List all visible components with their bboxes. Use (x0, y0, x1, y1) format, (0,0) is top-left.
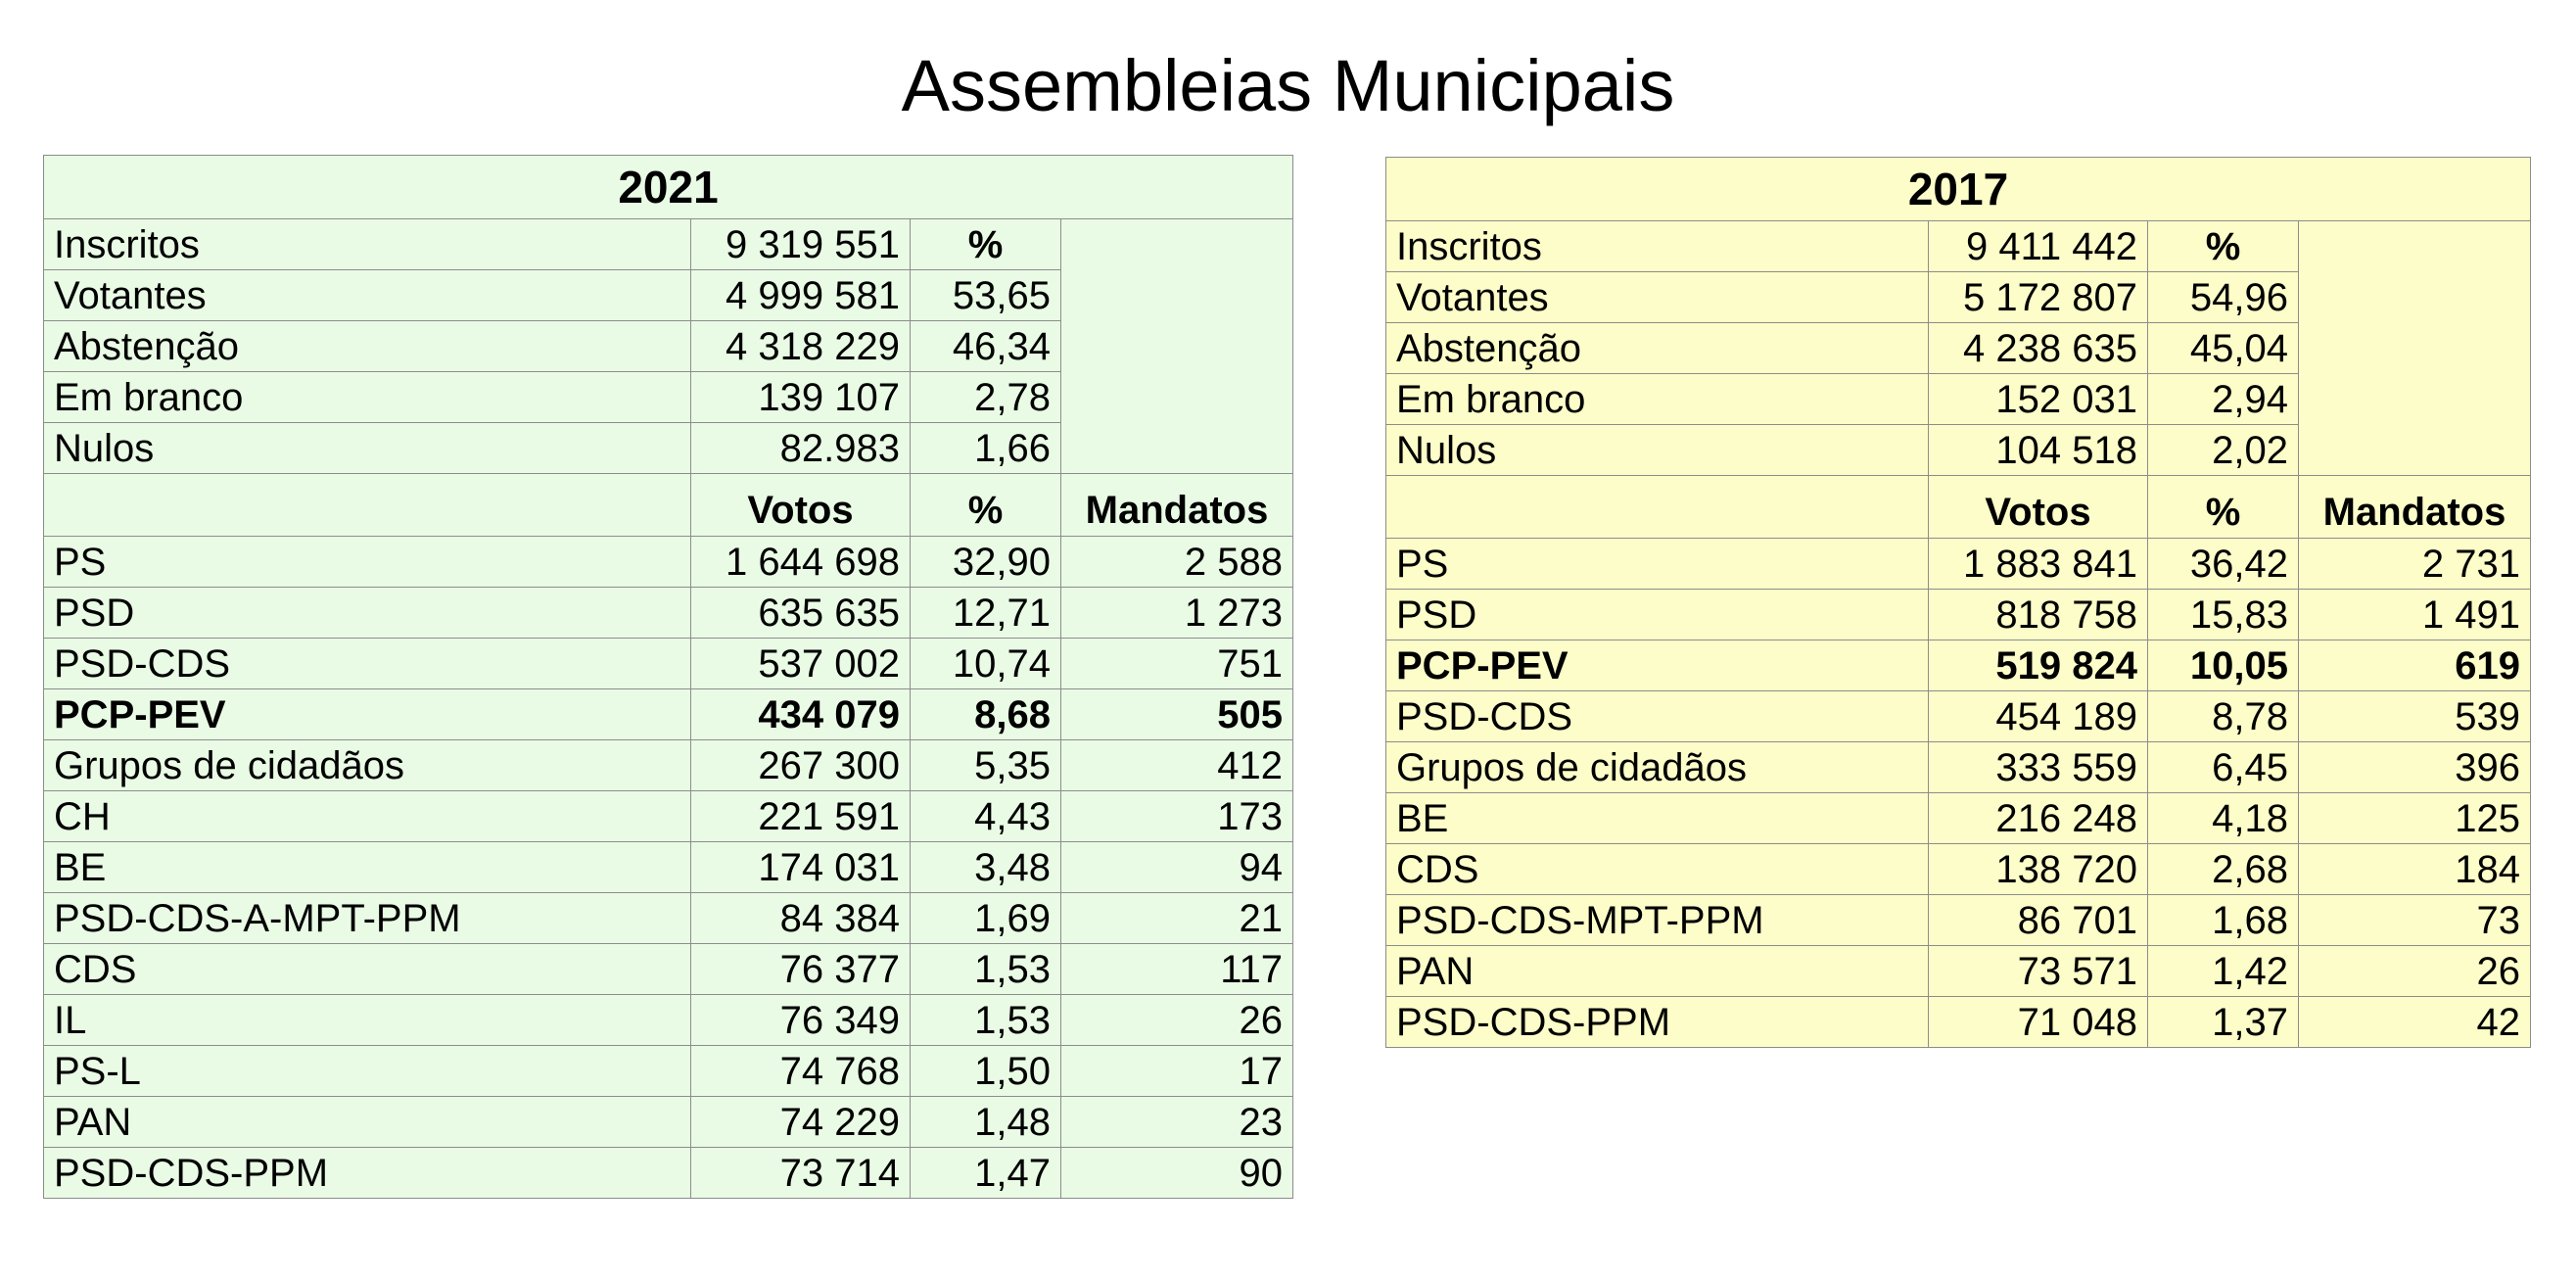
seats-header: Mandatos (1061, 474, 1293, 537)
party-votes: 86 701 (1929, 895, 2148, 946)
party-pct: 1,37 (2148, 997, 2299, 1048)
summary-label: Votantes (1386, 272, 1929, 323)
party-row (44, 995, 1293, 1046)
party-pct: 10,74 (911, 639, 1061, 689)
summary-pct: 2,94 (2148, 374, 2299, 425)
party-row (44, 1097, 1293, 1148)
party-name: PSD-CDS-A-MPT-PPM (44, 893, 691, 944)
party-pct: 4,43 (911, 791, 1061, 842)
party-votes: 1 644 698 (691, 537, 911, 588)
party-pct: 5,35 (911, 740, 1061, 791)
summary-pct: 2,02 (2148, 425, 2299, 476)
party-pct: 6,45 (2148, 742, 2299, 793)
party-row (44, 944, 1293, 995)
summary-pct: 1,66 (911, 423, 1061, 474)
summary-label: Abstenção (1386, 323, 1929, 374)
party-name: CDS (1386, 844, 1929, 895)
summary-value: 4 318 229 (691, 321, 911, 372)
party-seats: 619 (2299, 640, 2531, 691)
party-votes: 76 377 (691, 944, 911, 995)
party-name: PCP-PEV (44, 689, 691, 740)
party-row (44, 639, 1293, 689)
summary-value: 139 107 (691, 372, 911, 423)
summary-pct: 2,78 (911, 372, 1061, 423)
party-pct: 3,48 (911, 842, 1061, 893)
party-pct: 1,69 (911, 893, 1061, 944)
party-name: Grupos de cidadãos (44, 740, 691, 791)
party-votes: 818 758 (1929, 590, 2148, 640)
summary-value: 5 172 807 (1929, 272, 2148, 323)
party-votes: 76 349 (691, 995, 911, 1046)
party-row (1386, 539, 2531, 590)
party-row (1386, 946, 2531, 997)
party-row (1386, 997, 2531, 1048)
party-votes: 434 079 (691, 689, 911, 740)
results-table-2017 (1385, 157, 2531, 1048)
summary-label: Em branco (1386, 374, 1929, 425)
summary-pct: 53,65 (911, 270, 1061, 321)
party-votes: 333 559 (1929, 742, 2148, 793)
party-name: PS (44, 537, 691, 588)
party-votes: 73 571 (1929, 946, 2148, 997)
party-votes: 216 248 (1929, 793, 2148, 844)
party-seats: 505 (1061, 689, 1293, 740)
party-seats: 184 (2299, 844, 2531, 895)
party-name: PSD-CDS (1386, 691, 1929, 742)
summary-pct: 54,96 (2148, 272, 2299, 323)
party-name: PSD-CDS-MPT-PPM (1386, 895, 1929, 946)
party-name: IL (44, 995, 691, 1046)
party-seats: 751 (1061, 639, 1293, 689)
summary-label: Votantes (44, 270, 691, 321)
party-name: PSD (1386, 590, 1929, 640)
summary-value: 4 238 635 (1929, 323, 2148, 374)
party-seats: 26 (1061, 995, 1293, 1046)
party-row (1386, 691, 2531, 742)
party-pct: 15,83 (2148, 590, 2299, 640)
party-pct: 2,68 (2148, 844, 2299, 895)
party-row (44, 537, 1293, 588)
summary-label: Em branco (44, 372, 691, 423)
empty-cell (2299, 221, 2531, 476)
party-votes: 74 768 (691, 1046, 911, 1097)
party-row (44, 588, 1293, 639)
party-seats: 90 (1061, 1148, 1293, 1199)
party-seats: 2 731 (2299, 539, 2531, 590)
party-votes: 519 824 (1929, 640, 2148, 691)
summary-pct: 45,04 (2148, 323, 2299, 374)
empty-cell (1061, 219, 1293, 474)
party-pct: 1,47 (911, 1148, 1061, 1199)
party-header-empty (44, 474, 691, 537)
party-votes: 635 635 (691, 588, 911, 639)
summary-pct: 46,34 (911, 321, 1061, 372)
summary-value: 9 319 551 (691, 219, 911, 270)
party-votes: 73 714 (691, 1148, 911, 1199)
party-seats: 94 (1061, 842, 1293, 893)
party-name: BE (1386, 793, 1929, 844)
party-header-empty (1386, 476, 1929, 539)
column-header-row (1386, 476, 2531, 539)
party-seats: 412 (1061, 740, 1293, 791)
summary-label: Abstenção (44, 321, 691, 372)
party-votes: 454 189 (1929, 691, 2148, 742)
year-heading: 2017 (1386, 158, 2531, 221)
party-name: PS-L (44, 1046, 691, 1097)
party-name: Grupos de cidadãos (1386, 742, 1929, 793)
party-row (44, 740, 1293, 791)
party-name: PSD-CDS (44, 639, 691, 689)
party-pct: 1,50 (911, 1046, 1061, 1097)
party-row (1386, 844, 2531, 895)
party-votes: 84 384 (691, 893, 911, 944)
seats-header: Mandatos (2299, 476, 2531, 539)
party-seats: 21 (1061, 893, 1293, 944)
party-name: PAN (44, 1097, 691, 1148)
party-seats: 539 (2299, 691, 2531, 742)
party-votes: 537 002 (691, 639, 911, 689)
party-pct: 4,18 (2148, 793, 2299, 844)
party-seats: 1 273 (1061, 588, 1293, 639)
party-seats: 125 (2299, 793, 2531, 844)
summary-pct-header: % (911, 219, 1061, 270)
party-seats: 17 (1061, 1046, 1293, 1097)
summary-value: 152 031 (1929, 374, 2148, 425)
party-row-highlighted (44, 689, 1293, 740)
summary-label: Inscritos (1386, 221, 1929, 272)
party-name: CDS (44, 944, 691, 995)
party-row (44, 842, 1293, 893)
party-row (44, 893, 1293, 944)
votes-header: Votos (691, 474, 911, 537)
party-seats: 2 588 (1061, 537, 1293, 588)
party-votes: 71 048 (1929, 997, 2148, 1048)
summary-value: 9 411 442 (1929, 221, 2148, 272)
party-seats: 26 (2299, 946, 2531, 997)
party-seats: 23 (1061, 1097, 1293, 1148)
party-votes: 221 591 (691, 791, 911, 842)
summary-pct-header: % (2148, 221, 2299, 272)
party-row (44, 1046, 1293, 1097)
summary-label: Nulos (1386, 425, 1929, 476)
votes-header: Votos (1929, 476, 2148, 539)
party-name: PSD-CDS-PPM (44, 1148, 691, 1199)
party-row-highlighted (1386, 640, 2531, 691)
party-seats: 1 491 (2299, 590, 2531, 640)
summary-value: 82.983 (691, 423, 911, 474)
party-seats: 73 (2299, 895, 2531, 946)
column-header-row (44, 474, 1293, 537)
party-row (44, 791, 1293, 842)
summary-value: 104 518 (1929, 425, 2148, 476)
party-pct: 8,68 (911, 689, 1061, 740)
party-pct: 8,78 (2148, 691, 2299, 742)
party-seats: 42 (2299, 997, 2531, 1048)
pct-header: % (2148, 476, 2299, 539)
party-name: PAN (1386, 946, 1929, 997)
party-name: PSD (44, 588, 691, 639)
pct-header: % (911, 474, 1061, 537)
summary-row (1386, 221, 2531, 272)
party-votes: 174 031 (691, 842, 911, 893)
party-name: PSD-CDS-PPM (1386, 997, 1929, 1048)
year-heading: 2021 (44, 156, 1293, 219)
party-seats: 396 (2299, 742, 2531, 793)
party-seats: 117 (1061, 944, 1293, 995)
party-row (1386, 895, 2531, 946)
party-votes: 1 883 841 (1929, 539, 2148, 590)
party-pct: 1,42 (2148, 946, 2299, 997)
party-pct: 1,53 (911, 944, 1061, 995)
party-pct: 36,42 (2148, 539, 2299, 590)
party-name: PS (1386, 539, 1929, 590)
party-row (1386, 793, 2531, 844)
party-name: PCP-PEV (1386, 640, 1929, 691)
party-votes: 267 300 (691, 740, 911, 791)
party-pct: 32,90 (911, 537, 1061, 588)
party-name: BE (44, 842, 691, 893)
party-pct: 10,05 (2148, 640, 2299, 691)
party-pct: 1,53 (911, 995, 1061, 1046)
party-votes: 74 229 (691, 1097, 911, 1148)
summary-label: Inscritos (44, 219, 691, 270)
party-seats: 173 (1061, 791, 1293, 842)
party-row (1386, 590, 2531, 640)
page-title: Assembleias Municipais (901, 45, 1675, 126)
party-name: CH (44, 791, 691, 842)
party-row (44, 1148, 1293, 1199)
summary-label: Nulos (44, 423, 691, 474)
party-votes: 138 720 (1929, 844, 2148, 895)
party-pct: 1,68 (2148, 895, 2299, 946)
party-pct: 1,48 (911, 1097, 1061, 1148)
party-pct: 12,71 (911, 588, 1061, 639)
summary-value: 4 999 581 (691, 270, 911, 321)
summary-row (44, 219, 1293, 270)
results-table-2021 (43, 155, 1293, 1199)
party-row (1386, 742, 2531, 793)
